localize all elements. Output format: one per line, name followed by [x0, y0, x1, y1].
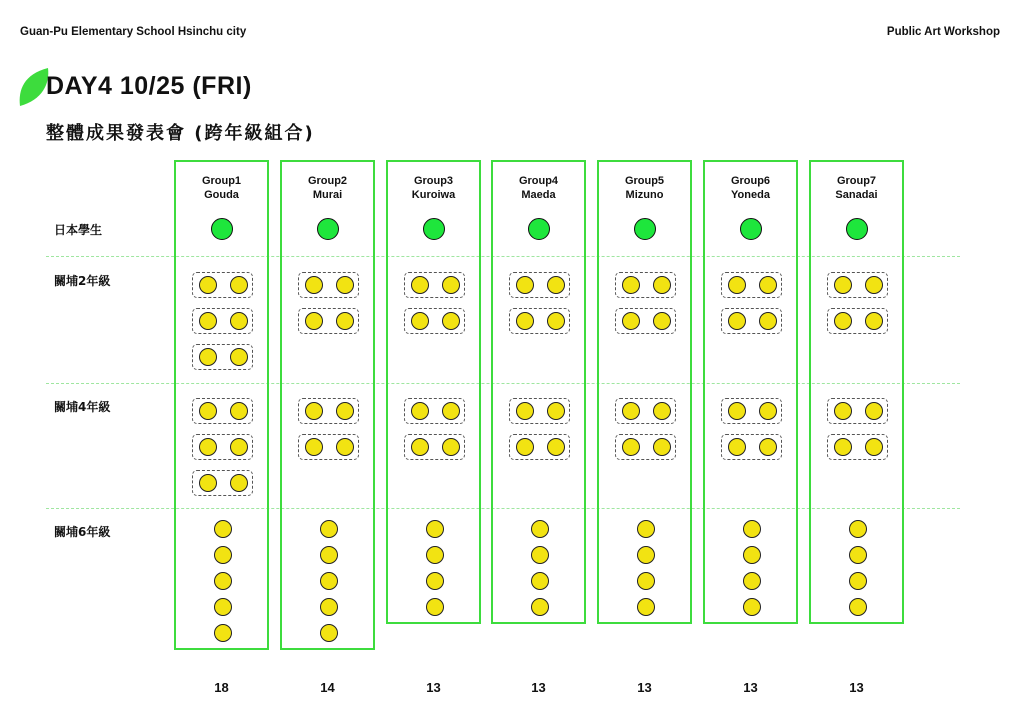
- japanese-student-dot: [423, 218, 445, 240]
- grade6-student-dot: [743, 546, 761, 564]
- row-label-grade2: 關埔2年級: [54, 274, 111, 288]
- grade2-student-dot: [305, 276, 323, 294]
- grade4-student-pair: [404, 434, 465, 460]
- row-label-japan: 日本學生: [54, 223, 103, 237]
- grade2-student-dot: [865, 276, 883, 294]
- group-leader: Mizuno: [625, 189, 664, 201]
- japanese-student-dot: [846, 218, 868, 240]
- group-name: Group5: [624, 175, 665, 187]
- grade4-student-dot: [305, 402, 323, 420]
- grade4-student-pair: [509, 398, 570, 424]
- japanese-student-dot: [634, 218, 656, 240]
- grade2-student-pair: [721, 308, 782, 334]
- group-leader: Murai: [312, 189, 343, 201]
- grade2-student-dot: [230, 312, 248, 330]
- grade4-student-pair: [615, 398, 676, 424]
- grade4-student-dot: [759, 438, 777, 456]
- workshop-name: Public Art Workshop: [886, 26, 1000, 38]
- grade2-student-dot: [516, 312, 534, 330]
- grade4-student-dot: [622, 402, 640, 420]
- grade2-student-pair: [298, 308, 359, 334]
- grade2-student-pair: [192, 308, 253, 334]
- grade6-student-dot: [637, 546, 655, 564]
- group-heading: [811, 174, 902, 202]
- grade6-student-dot: [214, 520, 232, 538]
- grade6-student-dot: [637, 598, 655, 616]
- grade6-student-dot: [743, 520, 761, 538]
- grade6-student-dot: [849, 520, 867, 538]
- japanese-student-dot: [317, 218, 339, 240]
- grade4-student-pair: [298, 398, 359, 424]
- grade2-student-dot: [411, 276, 429, 294]
- grade2-student-dot: [728, 312, 746, 330]
- grade2-student-dot: [622, 312, 640, 330]
- grade2-student-dot: [199, 276, 217, 294]
- japanese-student-dot: [528, 218, 550, 240]
- leaf-icon: [16, 66, 50, 108]
- group-leader: Kuroiwa: [411, 189, 456, 201]
- group-name: Group2: [307, 175, 348, 187]
- grade4-student-dot: [411, 438, 429, 456]
- grade4-student-pair: [827, 398, 888, 424]
- school-name: Guan-Pu Elementary School Hsinchu city: [20, 26, 247, 38]
- grade2-student-dot: [622, 276, 640, 294]
- grade4-student-dot: [653, 438, 671, 456]
- grade4-student-dot: [199, 402, 217, 420]
- grade2-student-dot: [653, 312, 671, 330]
- row-label-grade4: 關埔4年級: [54, 400, 111, 414]
- group-column: [491, 160, 586, 624]
- grade2-student-dot: [442, 312, 460, 330]
- grade2-student-dot: [199, 348, 217, 366]
- grade2-student-dot: [199, 312, 217, 330]
- grade4-student-dot: [230, 474, 248, 492]
- grade6-student-dot: [743, 598, 761, 616]
- grade4-student-pair: [615, 434, 676, 460]
- grade6-student-dot: [320, 624, 338, 642]
- grade6-student-dot: [531, 598, 549, 616]
- grade6-student-dot: [531, 572, 549, 590]
- grade4-student-dot: [653, 402, 671, 420]
- group-heading: [282, 174, 373, 202]
- grade4-student-dot: [230, 438, 248, 456]
- grade6-student-dot: [214, 546, 232, 564]
- grade2-student-dot: [336, 312, 354, 330]
- grade2-student-pair: [615, 272, 676, 298]
- group-total: 13: [637, 680, 652, 695]
- grade4-student-dot: [199, 438, 217, 456]
- group-column: [597, 160, 692, 624]
- grade6-student-dot: [426, 520, 444, 538]
- group-total: 18: [214, 680, 229, 695]
- grade6-student-dot: [320, 572, 338, 590]
- grade2-student-dot: [834, 276, 852, 294]
- grade6-student-dot: [531, 520, 549, 538]
- grade4-student-pair: [721, 398, 782, 424]
- group-total: 13: [849, 680, 864, 695]
- grade2-student-dot: [865, 312, 883, 330]
- group-heading: [176, 174, 267, 202]
- grade6-student-dot: [214, 624, 232, 642]
- grade6-student-dot: [849, 546, 867, 564]
- grade4-student-pair: [192, 434, 253, 460]
- grade4-student-dot: [336, 438, 354, 456]
- grade2-student-pair: [192, 272, 253, 298]
- group-name: Group7: [836, 175, 877, 187]
- grade6-student-dot: [637, 520, 655, 538]
- group-total: 13: [426, 680, 441, 695]
- grade4-student-pair: [827, 434, 888, 460]
- group-name: Group1: [201, 175, 242, 187]
- grade2-student-dot: [653, 276, 671, 294]
- grade6-student-dot: [849, 572, 867, 590]
- grade6-student-dot: [426, 546, 444, 564]
- grade4-student-pair: [404, 398, 465, 424]
- grade4-student-dot: [622, 438, 640, 456]
- grade2-student-pair: [298, 272, 359, 298]
- page-subtitle: 整體成果發表會 (跨年級組合): [46, 123, 315, 144]
- group-heading: [388, 174, 479, 202]
- group-leader: Maeda: [521, 189, 556, 201]
- grade2-student-dot: [547, 276, 565, 294]
- grade6-student-dot: [743, 572, 761, 590]
- group-total: 14: [320, 680, 335, 695]
- group-name: Group3: [413, 175, 454, 187]
- japanese-student-dot: [740, 218, 762, 240]
- grade2-student-dot: [516, 276, 534, 294]
- grade4-student-dot: [336, 402, 354, 420]
- grade6-student-dot: [531, 546, 549, 564]
- grade4-student-dot: [759, 402, 777, 420]
- grade6-student-dot: [426, 572, 444, 590]
- grade4-student-dot: [199, 474, 217, 492]
- grade2-student-pair: [509, 308, 570, 334]
- grade6-student-dot: [320, 598, 338, 616]
- group-heading: [599, 174, 690, 202]
- group-name: Group4: [518, 175, 559, 187]
- group-column: [809, 160, 904, 624]
- grade4-student-dot: [865, 438, 883, 456]
- grade6-student-dot: [426, 598, 444, 616]
- grade4-student-dot: [516, 438, 534, 456]
- grade4-student-dot: [865, 402, 883, 420]
- group-leader: Yoneda: [731, 189, 770, 201]
- grade4-student-dot: [834, 438, 852, 456]
- group-total: 13: [743, 680, 758, 695]
- group-name: Group6: [730, 175, 771, 187]
- grade2-student-pair: [721, 272, 782, 298]
- grade2-student-dot: [411, 312, 429, 330]
- grade2-student-pair: [404, 272, 465, 298]
- grade6-student-dot: [849, 598, 867, 616]
- grade6-student-dot: [320, 520, 338, 538]
- grade2-student-dot: [230, 276, 248, 294]
- grade2-student-pair: [404, 308, 465, 334]
- grade4-student-dot: [547, 402, 565, 420]
- grade2-student-dot: [547, 312, 565, 330]
- grade4-student-dot: [305, 438, 323, 456]
- grade6-student-dot: [320, 546, 338, 564]
- grade2-student-dot: [834, 312, 852, 330]
- grade4-student-dot: [442, 438, 460, 456]
- grade6-student-dot: [214, 598, 232, 616]
- group-column: [280, 160, 375, 650]
- grade2-student-pair: [509, 272, 570, 298]
- grade4-student-dot: [547, 438, 565, 456]
- grade6-student-dot: [637, 572, 655, 590]
- grade2-student-dot: [728, 276, 746, 294]
- grade4-student-dot: [728, 402, 746, 420]
- grade2-student-pair: [827, 272, 888, 298]
- grade4-student-dot: [834, 402, 852, 420]
- group-leader: Gouda: [204, 189, 239, 201]
- grade2-student-dot: [759, 312, 777, 330]
- page-title: DAY4 10/25 (FRI): [46, 72, 252, 100]
- japanese-student-dot: [211, 218, 233, 240]
- grade4-student-pair: [721, 434, 782, 460]
- grade4-student-dot: [411, 402, 429, 420]
- grade2-student-dot: [230, 348, 248, 366]
- grade4-student-dot: [442, 402, 460, 420]
- group-column: [386, 160, 481, 624]
- row-label-grade6: 關埔6年級: [54, 525, 111, 539]
- group-column: [174, 160, 269, 650]
- group-column: [703, 160, 798, 624]
- grade2-student-dot: [336, 276, 354, 294]
- grade2-student-dot: [759, 276, 777, 294]
- grade4-student-dot: [728, 438, 746, 456]
- grade4-student-dot: [230, 402, 248, 420]
- grade4-student-dot: [516, 402, 534, 420]
- grade2-student-pair: [827, 308, 888, 334]
- grade2-student-dot: [442, 276, 460, 294]
- grade4-student-pair: [509, 434, 570, 460]
- grade4-student-pair: [298, 434, 359, 460]
- group-total: 13: [531, 680, 546, 695]
- grade2-student-pair: [615, 308, 676, 334]
- grade2-student-dot: [305, 312, 323, 330]
- group-heading: [705, 174, 796, 202]
- grade4-student-pair: [192, 398, 253, 424]
- grade4-student-pair: [192, 470, 253, 496]
- grade6-student-dot: [214, 572, 232, 590]
- grade2-student-pair: [192, 344, 253, 370]
- group-heading: [493, 174, 584, 202]
- group-leader: Sanadai: [835, 189, 878, 201]
